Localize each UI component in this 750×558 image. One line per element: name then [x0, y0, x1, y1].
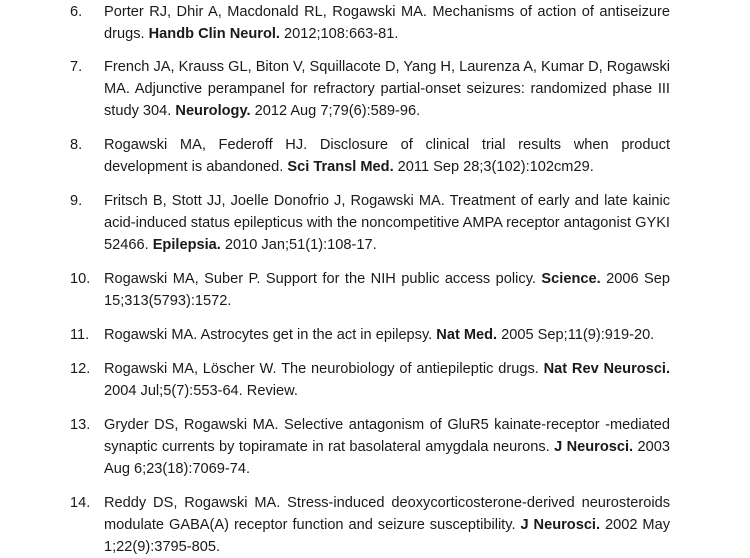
reference-citation: 2004 Jul;5(7):553-64. Review.: [104, 383, 298, 399]
reference-journal: Sci Transl Med.: [287, 159, 394, 175]
reference-citation: 2003 Aug 6;23(18):7069-74.: [104, 439, 670, 477]
reference-number: 12.: [70, 361, 91, 377]
reference-journal: Nat Rev Neurosci.: [543, 361, 671, 377]
reference-journal: Science.: [541, 271, 601, 287]
reference-citation: 2011 Sep 28;3(102):102cm29.: [393, 159, 594, 175]
reference-authors-title: Rogawski MA. Astrocytes get in the act in epilepsy.: [104, 327, 437, 343]
reference-authors-title: Rogawski MA, Federoff HJ. Disclosure of clinical trial results when product development is abandoned.: [104, 137, 670, 175]
reference-citation: 2012 Aug 7;79(6):589-96.: [250, 103, 421, 119]
reference-item: [0, 358, 750, 402]
reference-journal: Epilepsia.: [152, 237, 221, 253]
reference-number: 10.: [70, 271, 91, 287]
reference-number: 13.: [70, 417, 91, 433]
reference-authors-title: Reddy DS, Rogawski MA. Stress-induced deoxycorticosterone-derived neurosteroids modulate GABA(A) receptor function and seizure susceptibility.: [104, 495, 670, 533]
reference-authors-title: French JA, Krauss GL, Biton V, Squillacote D, Yang H, Laurenza A, Kumar D, Rogawski MA. Adjunctive perampanel for refractory partial-onset seizures: randomized phase III study 304.: [104, 59, 670, 119]
reference-citation: 2005 Sep;11(9):919-20.: [497, 327, 655, 343]
reference-item: [0, 190, 750, 256]
reference-authors-title: Rogawski MA, Suber P. Support for the NIH public access policy.: [104, 271, 542, 287]
reference-item: [0, 56, 750, 122]
reference-item: [0, 492, 750, 558]
reference-citation: 2002 May 1;22(9):3795-805.: [104, 517, 670, 555]
reference-item: [0, 414, 750, 480]
reference-citation: 2012;108:663-81.: [279, 26, 399, 42]
reference-journal: J Neurosci.: [520, 517, 601, 533]
reference-number: 9.: [70, 193, 83, 209]
reference-authors-title: Fritsch B, Stott JJ, Joelle Donofrio J, Rogawski MA. Treatment of early and late kainic acid-induced status epilepticus with the noncompetitive AMPA receptor antagonist GYKI 52466.: [104, 193, 670, 253]
reference-journal: Neurology.: [175, 103, 251, 119]
reference-number: 11.: [70, 327, 90, 343]
reference-number: 7.: [70, 59, 83, 75]
reference-number: 6.: [70, 4, 83, 20]
reference-authors-title: Porter RJ, Dhir A, Macdonald RL, Rogawski MA. Mechanisms of action of antiseizure drugs.: [104, 4, 670, 42]
reference-item: [0, 134, 750, 178]
reference-number: 14.: [70, 495, 91, 511]
reference-journal: Nat Med.: [436, 327, 498, 343]
reference-authors-title: Rogawski MA, Löscher W. The neurobiology of antiepileptic drugs.: [104, 361, 544, 377]
reference-item: [0, 1, 750, 45]
reference-citation: 2006 Sep 15;313(5793):1572.: [104, 271, 670, 309]
reference-item: [0, 268, 750, 312]
reference-journal: J Neurosci.: [554, 439, 634, 455]
reference-citation: 2010 Jan;51(1):108-17.: [220, 237, 377, 253]
reference-authors-title: Gryder DS, Rogawski MA. Selective antagonism of GluR5 kainate-receptor -mediated synaptic currents by topiramate in rat basolateral amygdala neurons.: [104, 417, 670, 455]
reference-item: [0, 324, 750, 346]
reference-number: 8.: [70, 137, 83, 153]
reference-journal: Handb Clin Neurol.: [148, 26, 280, 42]
